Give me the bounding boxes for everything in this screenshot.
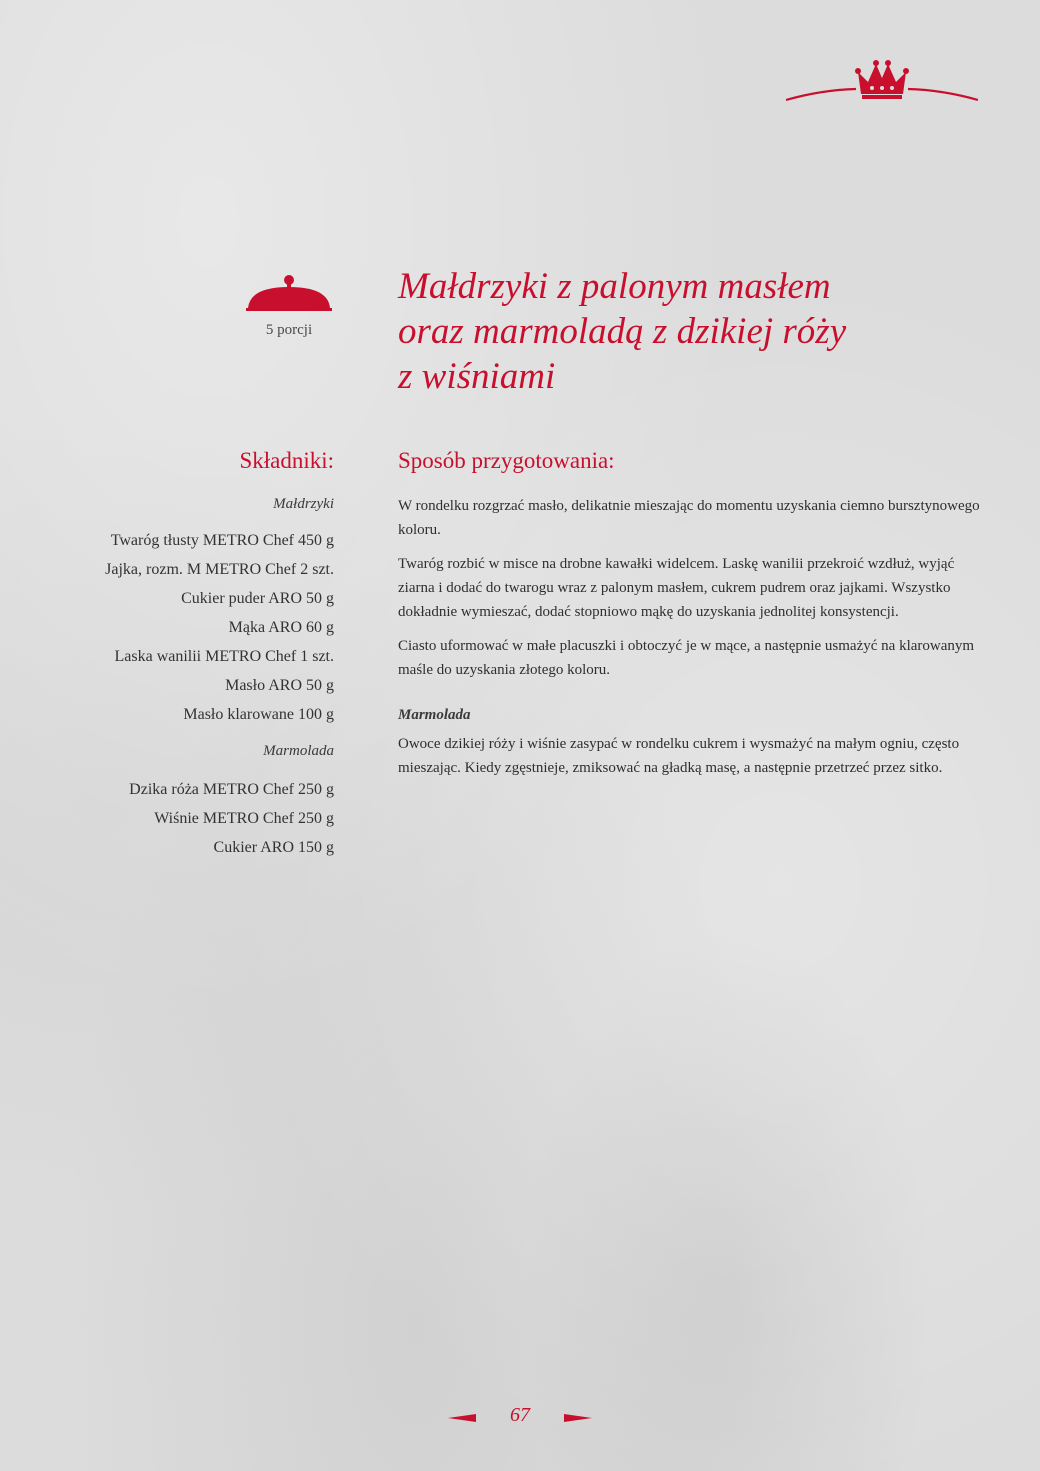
ingredient-list	[40, 775, 334, 862]
cloche-icon	[246, 274, 332, 314]
recipe-title-line: oraz marmoladą z dzikiej róży	[398, 311, 847, 352]
method-paragraph: Owoce dzikiej róży i wiśnie zasypać w rondelku cukrem i wysmażyć na małym ogniu, często mieszając. Kiedy zgęstnieje, zmiksować na gładką masę, a następnie przetrzeć przez sitko.	[398, 736, 960, 776]
ingredient-item: Laska wanilii METRO Chef 1 szt.	[114, 648, 334, 665]
ingredient-item: Dzika róża METRO Chef 250 g	[129, 781, 334, 798]
ingredient-group-title: Marmolada	[263, 743, 334, 759]
recipe-title-line: z wiśniami	[398, 356, 556, 397]
ingredient-item: Masło ARO 50 g	[225, 677, 334, 694]
method-subheading: Marmolada	[398, 707, 471, 723]
ingredients-section	[40, 446, 334, 862]
recipe-title	[398, 264, 998, 399]
method-paragraph: W rondelku rozgrzać masło, delikatnie mieszając do momentu uzyskania ciemno bursztynowego koloru.	[398, 498, 980, 538]
ingredient-group	[40, 741, 334, 862]
crown-icon	[786, 60, 978, 108]
recipe-title-line: Małdrzyki z palonym masłem	[398, 266, 831, 307]
ingredient-item: Cukier ARO 150 g	[213, 839, 334, 856]
method-paragraph: Twaróg rozbić w misce na drobne kawałki widelcem. Laskę wanilii przekroić wzdłuż, wyjąć ziarna i dodać do twarogu wraz z palonym masłem, cukrem pudrem oraz jajkami. Wszystko dokładnie wymieszać, dodać stopniowo mąkę do uzyskania jednolitej konsystencji.	[398, 556, 955, 620]
ingredient-item: Wiśnie METRO Chef 250 g	[154, 810, 334, 827]
ingredient-item: Cukier puder ARO 50 g	[181, 590, 334, 607]
servings-label: 5 porcji	[265, 322, 313, 338]
ingredients-heading: Składniki:	[239, 448, 334, 473]
ingredient-item: Jajka, rozm. M METRO Chef 2 szt.	[105, 561, 334, 578]
method-section	[398, 446, 988, 790]
method-heading: Sposób przygotowania:	[398, 448, 615, 473]
ingredient-item: Twaróg tłusty METRO Chef 450 g	[110, 532, 334, 549]
arrow-right-icon	[564, 1414, 592, 1422]
ingredient-item: Masło klarowane 100 g	[183, 706, 334, 723]
ingredient-item: Mąka ARO 60 g	[228, 619, 334, 636]
ingredient-group-title: Małdrzyki	[273, 496, 334, 512]
page-footer	[448, 1402, 592, 1434]
method-paragraph: Ciasto uformować w małe placuszki i obtoczyć je w mące, a następnie usmażyć na klarowanym maśle do uzyskania złotego koloru.	[398, 638, 975, 678]
ingredient-list	[40, 526, 334, 729]
ingredient-group	[40, 494, 334, 729]
page-number: 67	[510, 1404, 530, 1426]
